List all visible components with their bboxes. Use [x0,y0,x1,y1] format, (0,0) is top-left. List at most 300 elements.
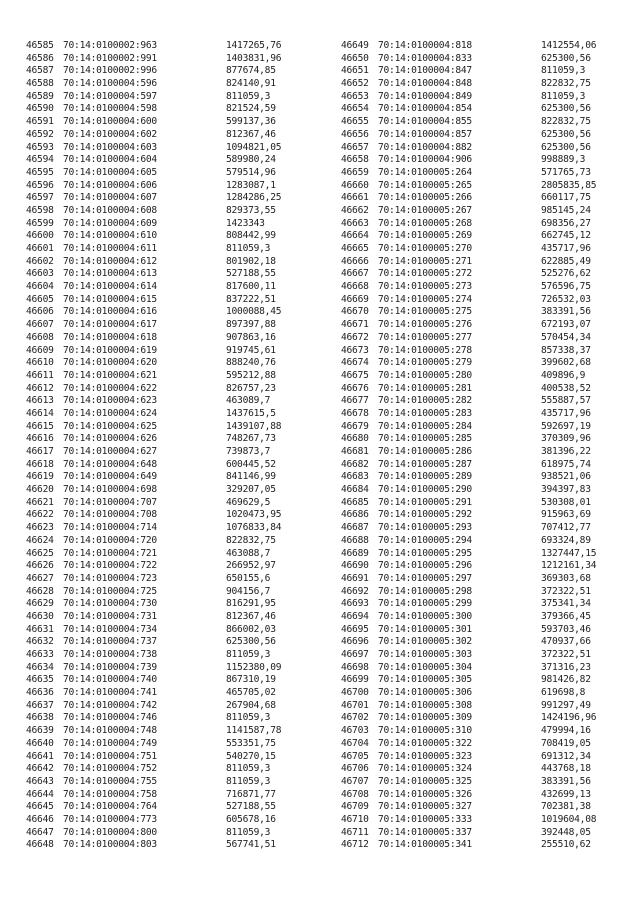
table-row [341,484,596,497]
cadastral-value: 435717,96 [541,243,591,254]
table-row [26,91,281,104]
cadastral-value: 672193,07 [541,319,591,331]
row-number: 46699 [341,674,369,686]
cadastral-value: 619698,8 [541,687,586,699]
cadastral-value: 1076833,84 [226,522,282,534]
table-row [341,725,596,738]
table-row [26,776,281,789]
table-row [341,103,596,116]
cadastral-value: 599137,36 [226,116,276,128]
table-row [341,509,596,522]
cadastral-value: 716871,77 [226,788,276,800]
row-number: 46656 [341,128,369,140]
cadastral-number: 70:14:0100005:266 [378,192,472,204]
cadastral-value: 739873,7 [226,446,271,457]
row-number: 46696 [341,636,369,648]
row-number: 46694 [341,610,369,622]
row-number: 46704 [341,737,369,749]
cadastral-value: 821524,59 [226,103,276,115]
table-row [26,154,281,167]
row-number: 46706 [341,763,369,775]
row-number: 46643 [26,775,54,787]
cadastral-value: 470937,66 [541,636,591,648]
cadastral-value: 991297,49 [541,699,591,711]
cadastral-number: 70:14:0100004:731 [63,610,157,622]
row-number: 46663 [341,217,369,229]
cadastral-value: 1423343 [226,217,265,229]
cadastral-value: 897397,88 [226,319,276,331]
table-row [26,548,281,561]
row-number: 46711 [341,826,369,838]
table-row [26,180,281,193]
cadastral-number: 70:14:0100004:857 [378,128,472,140]
table-row [26,294,281,307]
cadastral-value: 816291,95 [226,598,276,610]
cadastral-value: 595212,88 [226,369,276,381]
row-number: 46604 [26,281,54,293]
table-row [26,53,281,66]
table-row [341,839,596,852]
table-row [26,332,281,345]
cadastral-number: 70:14:0100005:298 [378,585,472,597]
table-row [26,598,281,611]
cadastral-value: 463089,7 [226,395,271,407]
cadastral-number: 70:14:0100004:609 [63,217,157,229]
cadastral-value: 888240,76 [226,357,276,369]
cadastral-value: 691312,34 [541,750,591,762]
row-number: 46606 [26,306,54,318]
row-number: 46688 [341,534,369,546]
cadastral-number: 70:14:0100004:714 [63,522,157,534]
table-row [341,814,596,827]
row-number: 46594 [26,154,54,166]
table-row [341,53,596,66]
cadastral-value: 576596,75 [541,281,591,293]
row-number: 46666 [341,255,369,267]
table-row [26,357,281,370]
cadastral-value: 811059,3 [541,65,586,77]
row-number: 46611 [26,369,54,381]
cadastral-value: 527188,55 [226,268,276,280]
cadastral-number: 70:14:0100004:648 [63,458,157,470]
row-number: 46628 [26,585,54,597]
row-number: 46709 [341,801,369,813]
row-number: 46682 [341,458,369,470]
cadastral-number: 70:14:0100005:268 [378,217,472,229]
cadastral-value: 1417265,76 [226,40,282,51]
cadastral-number: 70:14:0100004:602 [63,128,157,140]
cadastral-number: 70:14:0100005:276 [378,319,472,331]
cadastral-number: 70:14:0100004:855 [378,116,472,128]
cadastral-value: 1000088,45 [226,306,282,318]
cadastral-value: 1284286,25 [226,192,282,204]
row-number: 46657 [341,141,369,153]
row-number: 46702 [341,712,369,724]
cadastral-value: 811059,3 [226,243,271,254]
row-number: 46623 [26,522,54,534]
cadastral-number: 70:14:0100004:604 [63,154,157,166]
cadastral-value: 443768,18 [541,763,591,775]
cadastral-number: 70:14:0100004:773 [63,813,157,825]
row-number: 46659 [341,166,369,178]
cadastral-number: 70:14:0100005:308 [378,699,472,711]
row-number: 46599 [26,217,54,229]
table-row [341,801,596,814]
cadastral-value: 1403831,96 [226,52,282,64]
cadastral-number: 70:14:0100004:751 [63,750,157,762]
table-row [341,598,596,611]
cadastral-value: 555887,57 [541,395,591,407]
table-row [26,142,281,155]
row-number: 46621 [26,496,54,508]
row-number: 46678 [341,407,369,419]
cadastral-number: 70:14:0100004:849 [378,90,472,102]
table-row [26,395,281,408]
cadastral-number: 70:14:0100005:269 [378,230,472,242]
cadastral-number: 70:14:0100004:608 [63,204,157,216]
row-number: 46653 [341,90,369,102]
row-number: 46640 [26,737,54,749]
row-number: 46620 [26,484,54,496]
cadastral-number: 70:14:0100004:618 [63,331,157,343]
cadastral-value: 837222,51 [226,293,276,305]
table-row [341,167,596,180]
cadastral-value: 811059,3 [226,712,271,724]
table-row [341,700,596,713]
cadastral-number: 70:14:0100002:991 [63,52,157,64]
table-row [341,180,596,193]
row-number: 46622 [26,509,54,521]
cadastral-value: 811059,3 [226,826,271,838]
row-number: 46586 [26,52,54,64]
cadastral-value: 650155,6 [226,572,271,584]
table-row [26,586,281,599]
row-number: 46587 [26,65,54,77]
cadastral-value: 625300,56 [541,128,591,140]
table-row [26,624,281,637]
row-number: 46624 [26,534,54,546]
cadastral-number: 70:14:0100005:280 [378,369,472,381]
cadastral-number: 70:14:0100005:323 [378,750,472,762]
cadastral-number: 70:14:0100004:619 [63,344,157,356]
cadastral-number: 70:14:0100004:734 [63,623,157,635]
table-row [341,738,596,751]
row-number: 46595 [26,166,54,178]
row-number: 46593 [26,141,54,153]
cadastral-number: 70:14:0100004:721 [63,547,157,559]
cadastral-value: 866002,03 [226,623,276,635]
cadastral-number: 70:14:0100004:600 [63,116,157,128]
table-row [341,116,596,129]
row-number: 46712 [341,839,369,851]
cadastral-number: 70:14:0100004:740 [63,674,157,686]
row-number: 46690 [341,560,369,572]
cadastral-value: 1094821,05 [226,141,282,153]
table-row [341,560,596,573]
cadastral-number: 70:14:0100004:854 [378,103,472,115]
cadastral-value: 822832,75 [226,534,276,546]
table-row [341,776,596,789]
table-row [26,129,281,142]
table-row [341,763,596,776]
cadastral-number: 70:14:0100004:882 [378,141,472,153]
cadastral-value: 1424196,96 [541,712,597,724]
row-number: 46639 [26,725,54,737]
table-row [341,192,596,205]
table-row [341,459,596,472]
table-row [26,243,281,256]
cadastral-value: 593703,46 [541,623,591,635]
cadastral-value: 811059,3 [226,775,271,787]
row-number: 46614 [26,407,54,419]
table-row [26,522,281,535]
cadastral-value: 553351,75 [226,737,276,749]
cadastral-value: 698356,27 [541,217,591,229]
cadastral-value: 829373,55 [226,204,276,216]
cadastral-value: 662745,12 [541,230,591,242]
row-number: 46695 [341,623,369,635]
table-row [26,763,281,776]
cadastral-number: 70:14:0100005:291 [378,496,472,508]
table-row [26,65,281,78]
row-number: 46645 [26,801,54,813]
row-number: 46655 [341,116,369,128]
cadastral-number: 70:14:0100005:300 [378,610,472,622]
row-number: 46638 [26,712,54,724]
table-row [26,433,281,446]
right-column [341,40,596,852]
table-row [26,205,281,218]
table-row [26,116,281,129]
cadastral-number: 70:14:0100005:299 [378,598,472,610]
cadastral-value: 622885,49 [541,255,591,267]
table-row [341,408,596,421]
cadastral-value: 400538,52 [541,382,591,394]
cadastral-value: 465705,02 [226,687,276,699]
cadastral-value: 822832,75 [541,116,591,128]
cadastral-number: 70:14:0100002:996 [63,65,157,77]
table-row [26,370,281,383]
cadastral-number: 70:14:0100005:294 [378,534,472,546]
cadastral-number: 70:14:0100004:611 [63,243,157,254]
table-row [341,319,596,332]
cadastral-value: 1019604,08 [541,813,597,825]
row-number: 46676 [341,382,369,394]
cadastral-value: 907863,16 [226,331,276,343]
cadastral-number: 70:14:0100005:271 [378,255,472,267]
cadastral-number: 70:14:0100005:296 [378,560,472,572]
cadastral-value: 372322,51 [541,649,591,660]
row-number: 46650 [341,52,369,64]
table-row [341,357,596,370]
table-row [341,789,596,802]
table-row [341,649,596,662]
table-row [341,548,596,561]
cadastral-number: 70:14:0100004:803 [63,839,157,851]
cadastral-value: 379366,45 [541,610,591,622]
cadastral-value: 707412,77 [541,522,591,534]
cadastral-value: 824140,91 [226,78,276,90]
row-number: 46598 [26,204,54,216]
cadastral-value: 432699,13 [541,788,591,800]
cadastral-value: 267904,68 [226,699,276,711]
row-number: 46667 [341,268,369,280]
cadastral-number: 70:14:0100005:282 [378,395,472,407]
table-row [26,509,281,522]
row-number: 46646 [26,813,54,825]
row-number: 46674 [341,357,369,369]
cadastral-number: 70:14:0100004:613 [63,268,157,280]
row-number: 46708 [341,788,369,800]
table-row [341,370,596,383]
cadastral-number: 70:14:0100004:847 [378,65,472,77]
table-row [26,345,281,358]
cadastral-number: 70:14:0100004:624 [63,407,157,419]
cadastral-value: 527188,55 [226,801,276,813]
row-number: 46669 [341,293,369,305]
cadastral-number: 70:14:0100005:278 [378,344,472,356]
cadastral-value: 625300,56 [226,636,276,648]
cadastral-value: 479994,16 [541,725,591,737]
table-row [341,687,596,700]
cadastral-value: 1020473,95 [226,509,282,521]
cadastral-value: 981426,82 [541,674,591,686]
cadastral-number: 70:14:0100004:833 [378,52,472,64]
row-number: 46665 [341,243,369,254]
cadastral-number: 70:14:0100004:616 [63,306,157,318]
table-row [26,636,281,649]
row-number: 46596 [26,179,54,191]
cadastral-number: 70:14:0100004:906 [378,154,472,166]
row-number: 46691 [341,572,369,584]
row-number: 46635 [26,674,54,686]
cadastral-number: 70:14:0100005:273 [378,281,472,293]
cadastral-number: 70:14:0100004:627 [63,446,157,457]
cadastral-number: 70:14:0100004:748 [63,725,157,737]
cadastral-number: 70:14:0100005:267 [378,204,472,216]
cadastral-value: 915963,69 [541,509,591,521]
cadastral-value: 369303,68 [541,572,591,584]
cadastral-number: 70:14:0100004:621 [63,369,157,381]
table-row [341,497,596,510]
row-number: 46675 [341,369,369,381]
table-row [341,662,596,675]
cadastral-number: 70:14:0100004:848 [378,78,472,90]
cadastral-value: 822832,75 [541,78,591,90]
table-row [26,535,281,548]
cadastral-value: 904156,7 [226,585,271,597]
table-row [341,383,596,396]
row-number: 46616 [26,433,54,445]
row-number: 46685 [341,496,369,508]
table-row [341,624,596,637]
row-number: 46600 [26,230,54,242]
row-number: 46661 [341,192,369,204]
cadastral-value: 826757,23 [226,382,276,394]
cadastral-number: 70:14:0100005:310 [378,725,472,737]
cadastral-number: 70:14:0100005:264 [378,166,472,178]
row-number: 46707 [341,775,369,787]
row-number: 46627 [26,572,54,584]
row-number: 46705 [341,750,369,762]
table-row [26,674,281,687]
cadastral-number: 70:14:0100004:737 [63,636,157,648]
cadastral-value: 435717,96 [541,407,591,419]
cadastral-number: 70:14:0100005:270 [378,243,472,254]
cadastral-value: 938521,06 [541,471,591,483]
row-number: 46658 [341,154,369,166]
cadastral-number: 70:14:0100004:597 [63,90,157,102]
cadastral-value: 625300,56 [541,52,591,64]
cadastral-value: 748267,73 [226,433,276,445]
table-row [26,256,281,269]
cadastral-value: 1212161,34 [541,560,597,572]
row-number: 46677 [341,395,369,407]
row-number: 46651 [341,65,369,77]
cadastral-value: 605678,16 [226,813,276,825]
cadastral-number: 70:14:0100004:741 [63,687,157,699]
row-number: 46684 [341,484,369,496]
row-number: 46689 [341,547,369,559]
cadastral-number: 70:14:0100005:284 [378,420,472,432]
row-number: 46601 [26,243,54,254]
table-row [341,218,596,231]
row-number: 46680 [341,433,369,445]
cadastral-value: 919745,61 [226,344,276,356]
cadastral-number: 70:14:0100005:301 [378,623,472,635]
row-number: 46612 [26,382,54,394]
table-row [341,65,596,78]
cadastral-number: 70:14:0100004:607 [63,192,157,204]
table-row [26,662,281,675]
cadastral-number: 70:14:0100004:625 [63,420,157,432]
cadastral-number: 70:14:0100005:292 [378,509,472,521]
table-row [341,674,596,687]
cadastral-value: 1152380,09 [226,661,282,673]
cadastral-value: 1412554,06 [541,40,597,51]
cadastral-value: 708419,05 [541,737,591,749]
table-row [341,154,596,167]
cadastral-number: 70:14:0100004:610 [63,230,157,242]
row-number: 46605 [26,293,54,305]
cadastral-number: 70:14:0100004:746 [63,712,157,724]
cadastral-value: 812367,46 [226,610,276,622]
cadastral-number: 70:14:0100005:337 [378,826,472,838]
cadastral-number: 70:14:0100005:285 [378,433,472,445]
table-row [341,40,596,53]
row-number: 46660 [341,179,369,191]
table-row [26,700,281,713]
cadastral-number: 70:14:0100004:605 [63,166,157,178]
cadastral-number: 70:14:0100005:274 [378,293,472,305]
table-row [26,814,281,827]
cadastral-number: 70:14:0100004:730 [63,598,157,610]
table-row [341,433,596,446]
table-row [341,535,596,548]
cadastral-number: 70:14:0100005:286 [378,446,472,457]
table-row [26,218,281,231]
table-row [26,687,281,700]
cadastral-number: 70:14:0100005:325 [378,775,472,787]
cadastral-number: 70:14:0100002:963 [63,40,157,51]
cadastral-number: 70:14:0100005:283 [378,407,472,419]
row-number: 46588 [26,78,54,90]
row-number: 46687 [341,522,369,534]
cadastral-number: 70:14:0100004:739 [63,661,157,673]
cadastral-number: 70:14:0100005:306 [378,687,472,699]
table-row [341,446,596,459]
table-row [26,319,281,332]
